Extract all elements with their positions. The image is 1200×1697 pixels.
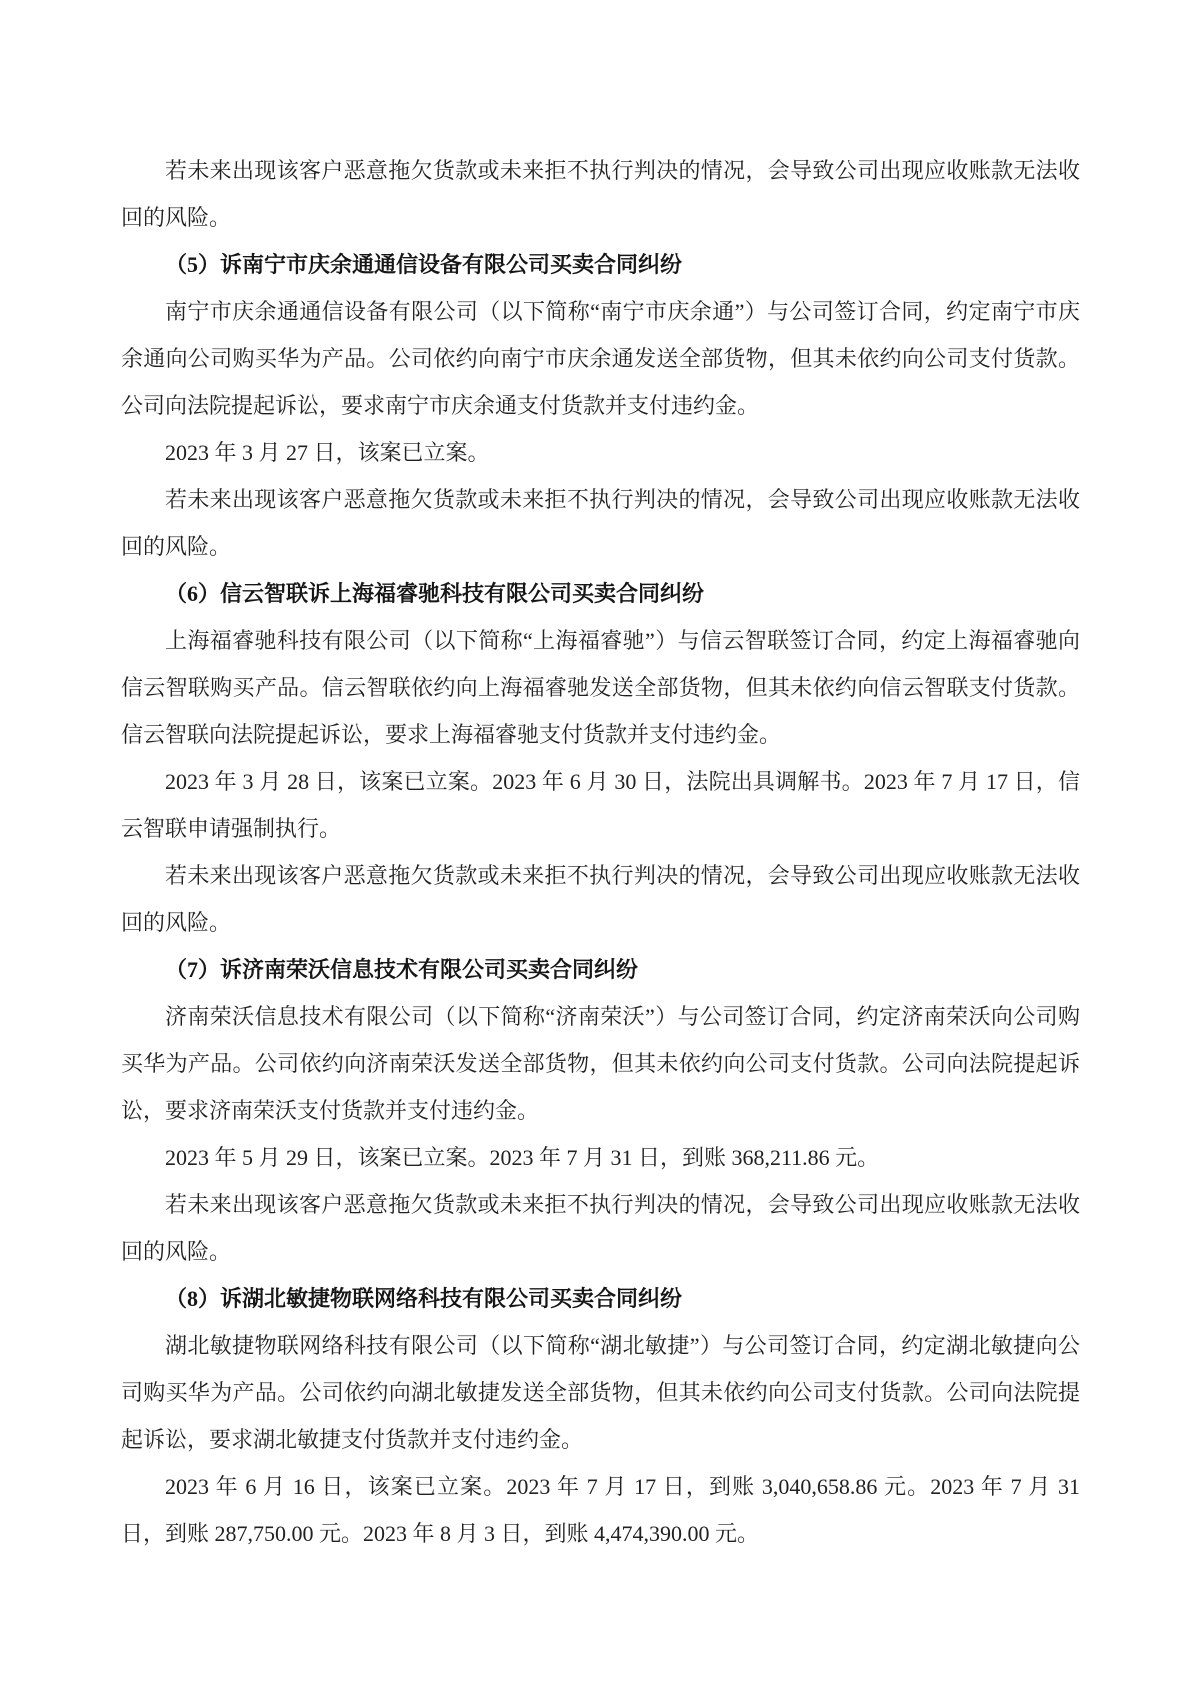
case-description-6: 上海福睿驰科技有限公司（以下简称“上海福睿驰”）与信云智联签订合同，约定上海福睿驰向信云智联购买产品。信云智联依约向上海福睿驰发送全部货物，但其未依约向信云智联支付货款。信云智联向法院提起诉讼，要求上海福睿驰支付货款并支付违约金。 [121,628,1080,747]
case-timeline-7: 2023 年 5 月 29 日，该案已立案。2023 年 7 月 31 日，到账 368,211.86 元。 [165,1145,880,1170]
case-timeline-5: 2023 年 3 月 27 日，该案已立案。 [165,440,490,465]
risk-paragraph: 若未来出现该客户恶意拖欠货款或未来拒不执行判决的情况，会导致公司出现应收账款无法收回的风险。 [121,863,1080,935]
risk-paragraph: 若未来出现该客户恶意拖欠货款或未来拒不执行判决的情况，会导致公司出现应收账款无法收回的风险。 [121,487,1080,559]
case-heading-7: （7）诉济南荣沃信息技术有限公司买卖合同纠纷 [165,957,639,982]
case-heading-5: （5）诉南宁市庆余通通信设备有限公司买卖合同纠纷 [165,252,683,277]
case-description-7: 济南荣沃信息技术有限公司（以下简称“济南荣沃”）与公司签订合同，约定济南荣沃向公司购买华为产品。公司依约向济南荣沃发送全部货物，但其未依约向公司支付货款。公司向法院提起诉讼，要求济南荣沃支付货款并支付违约金。 [121,1004,1080,1123]
case-heading-8: （8）诉湖北敏捷物联网络科技有限公司买卖合同纠纷 [165,1286,683,1311]
risk-paragraph: 若未来出现该客户恶意拖欠货款或未来拒不执行判决的情况，会导致公司出现应收账款无法收回的风险。 [121,158,1080,230]
case-heading-6: （6）信云智联诉上海福睿驰科技有限公司买卖合同纠纷 [165,581,705,606]
case-timeline-8: 2023 年 6 月 16 日，该案已立案。2023 年 7 月 17 日，到账 3,040,658.86 元。2023 年 7 月 31 日，到账 287,750.00 元。2023 年 8 月 3 日，到账 4,474,390.00 元。 [121,1474,1080,1546]
case-description-5: 南宁市庆余通通信设备有限公司（以下简称“南宁市庆余通”）与公司签订合同，约定南宁市庆余通向公司购买华为产品。公司依约向南宁市庆余通发送全部货物，但其未依约向公司支付货款。公司向法院提起诉讼，要求南宁市庆余通支付货款并支付违约金。 [121,299,1080,418]
risk-paragraph: 若未来出现该客户恶意拖欠货款或未来拒不执行判决的情况，会导致公司出现应收账款无法收回的风险。 [121,1192,1080,1264]
case-timeline-6: 2023 年 3 月 28 日，该案已立案。2023 年 6 月 30 日，法院出具调解书。2023 年 7 月 17 日，信云智联申请强制执行。 [121,769,1080,841]
case-description-8: 湖北敏捷物联网络科技有限公司（以下简称“湖北敏捷”）与公司签订合同，约定湖北敏捷向公司购买华为产品。公司依约向湖北敏捷发送全部货物，但其未依约向公司支付货款。公司向法院提起诉讼，要求湖北敏捷支付货款并支付违约金。 [121,1333,1080,1452]
